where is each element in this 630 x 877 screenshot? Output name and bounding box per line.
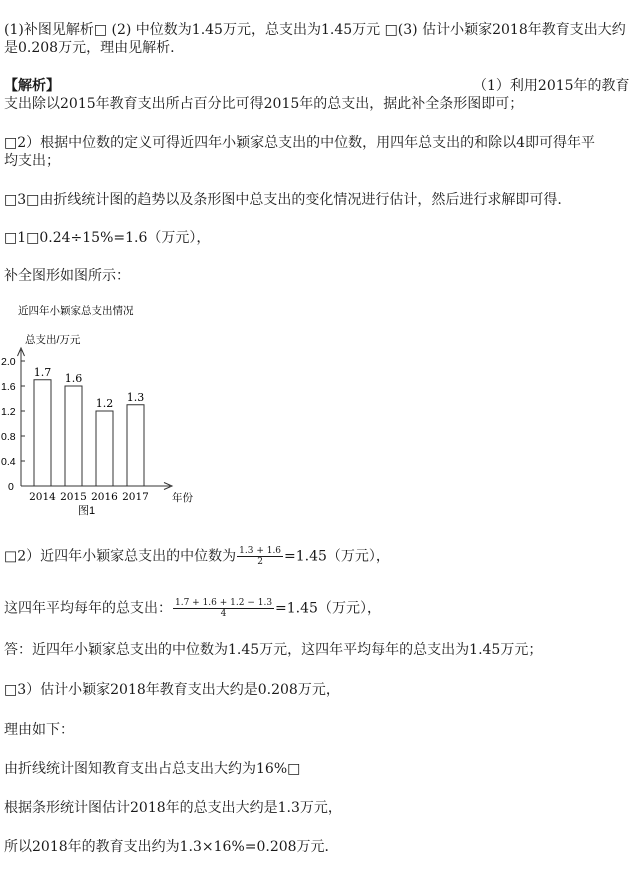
bar-value-label: 1.7 bbox=[33, 365, 52, 379]
x-tick-label: 2015 bbox=[60, 491, 87, 503]
x-tick-label: 2016 bbox=[91, 491, 118, 503]
median-line bbox=[4, 546, 624, 567]
chart-title: 近四年小颖家总支出情况 bbox=[18, 305, 134, 317]
median-fraction bbox=[237, 546, 283, 567]
chart-xlabel: 年份 bbox=[172, 492, 193, 504]
average-fraction bbox=[173, 598, 274, 619]
chart-ylabel: 总支出/万元 bbox=[25, 334, 81, 346]
total-expense-bar-chart bbox=[0, 300, 200, 530]
analysis-part1-head: （1）利用2015年的教育 bbox=[473, 78, 630, 94]
analysis-part2-line2: 均支出； bbox=[4, 153, 60, 169]
bar-value-label: 1.3 bbox=[126, 390, 145, 404]
median-numerator: 1.3 + 1.6 bbox=[239, 546, 282, 556]
bar-2016 bbox=[96, 411, 113, 486]
median-suffix: =1.45（万元）， bbox=[284, 548, 390, 565]
complete-graph-text: 补全图形如图所示： bbox=[4, 268, 130, 284]
y-tick-label: 1.2 bbox=[1, 406, 16, 418]
bar-2017 bbox=[127, 405, 144, 486]
median-prefix: □2）近四年小颖家总支出的中位数为 bbox=[4, 548, 237, 565]
reason-line-2: 根据条形统计图估计2018年的总支出大约是1.3万元， bbox=[4, 800, 342, 816]
solution-step1: □1□0.24÷15%=1.6（万元）， bbox=[4, 230, 211, 246]
x-tick-label: 2014 bbox=[29, 491, 56, 503]
estimate-line: □3）估计小颖家2018年教育支出大约是0.208万元， bbox=[4, 682, 340, 698]
average-prefix: 这四年平均每年的总支出： bbox=[4, 600, 172, 617]
reason-heading: 理由如下： bbox=[4, 722, 74, 738]
average-line bbox=[4, 598, 624, 619]
bar-2014 bbox=[34, 380, 51, 486]
median-denominator: 2 bbox=[257, 557, 263, 567]
answer-line-1: (1)补图见解析□ (2) 中位数为1.45万元，总支出为1.45万元 □(3) 估计小颖家2018年教育支出大约 bbox=[4, 22, 626, 38]
y-tick-label: 1.6 bbox=[1, 381, 16, 393]
average-numerator: 1.7 + 1.6 + 1.2 − 1.3 bbox=[175, 598, 273, 608]
y-tick-label: 2.0 bbox=[1, 356, 16, 368]
chart-caption: 图1 bbox=[78, 505, 96, 517]
analysis-heading-line bbox=[4, 77, 630, 95]
y-tick-label: 0.4 bbox=[1, 456, 16, 468]
answer-line-2: 是0.208万元，理由见解析. bbox=[4, 40, 175, 56]
bar-2015 bbox=[65, 386, 82, 486]
analysis-heading: 【解析】 bbox=[4, 78, 60, 94]
answer-part2: 答：近四年小颖家总支出的中位数为1.45万元，这四年平均每年的总支出为1.45万元； bbox=[4, 642, 543, 658]
analysis-part1-body: 支出除以2015年教育支出所占百分比可得2015年的总支出，据此补全条形图即可； bbox=[4, 96, 524, 112]
y-tick-label: 0.8 bbox=[1, 431, 16, 443]
y-tick-label: 0 bbox=[8, 481, 14, 493]
average-suffix: =1.45（万元）， bbox=[275, 600, 381, 617]
average-denominator: 4 bbox=[220, 609, 227, 619]
x-tick-label: 2017 bbox=[122, 491, 149, 503]
bar-value-label: 1.2 bbox=[95, 397, 114, 410]
analysis-part3: □3□由折线统计图的趋势以及条形图中总支出的变化情况进行估计，然后进行求解即可得. bbox=[4, 192, 562, 208]
analysis-part2-line1: □2）根据中位数的定义可得近四年小颖家总支出的中位数，用四年总支出的和除以4即可得年平 bbox=[4, 135, 596, 151]
reason-line-3: 所以2018年的教育支出约为1.3×16%=0.208万元． bbox=[4, 839, 339, 855]
bar-value-label: 1.6 bbox=[64, 372, 83, 385]
reason-line-1: 由折线统计图知教育支出占总支出大约为16%□ bbox=[4, 761, 301, 777]
